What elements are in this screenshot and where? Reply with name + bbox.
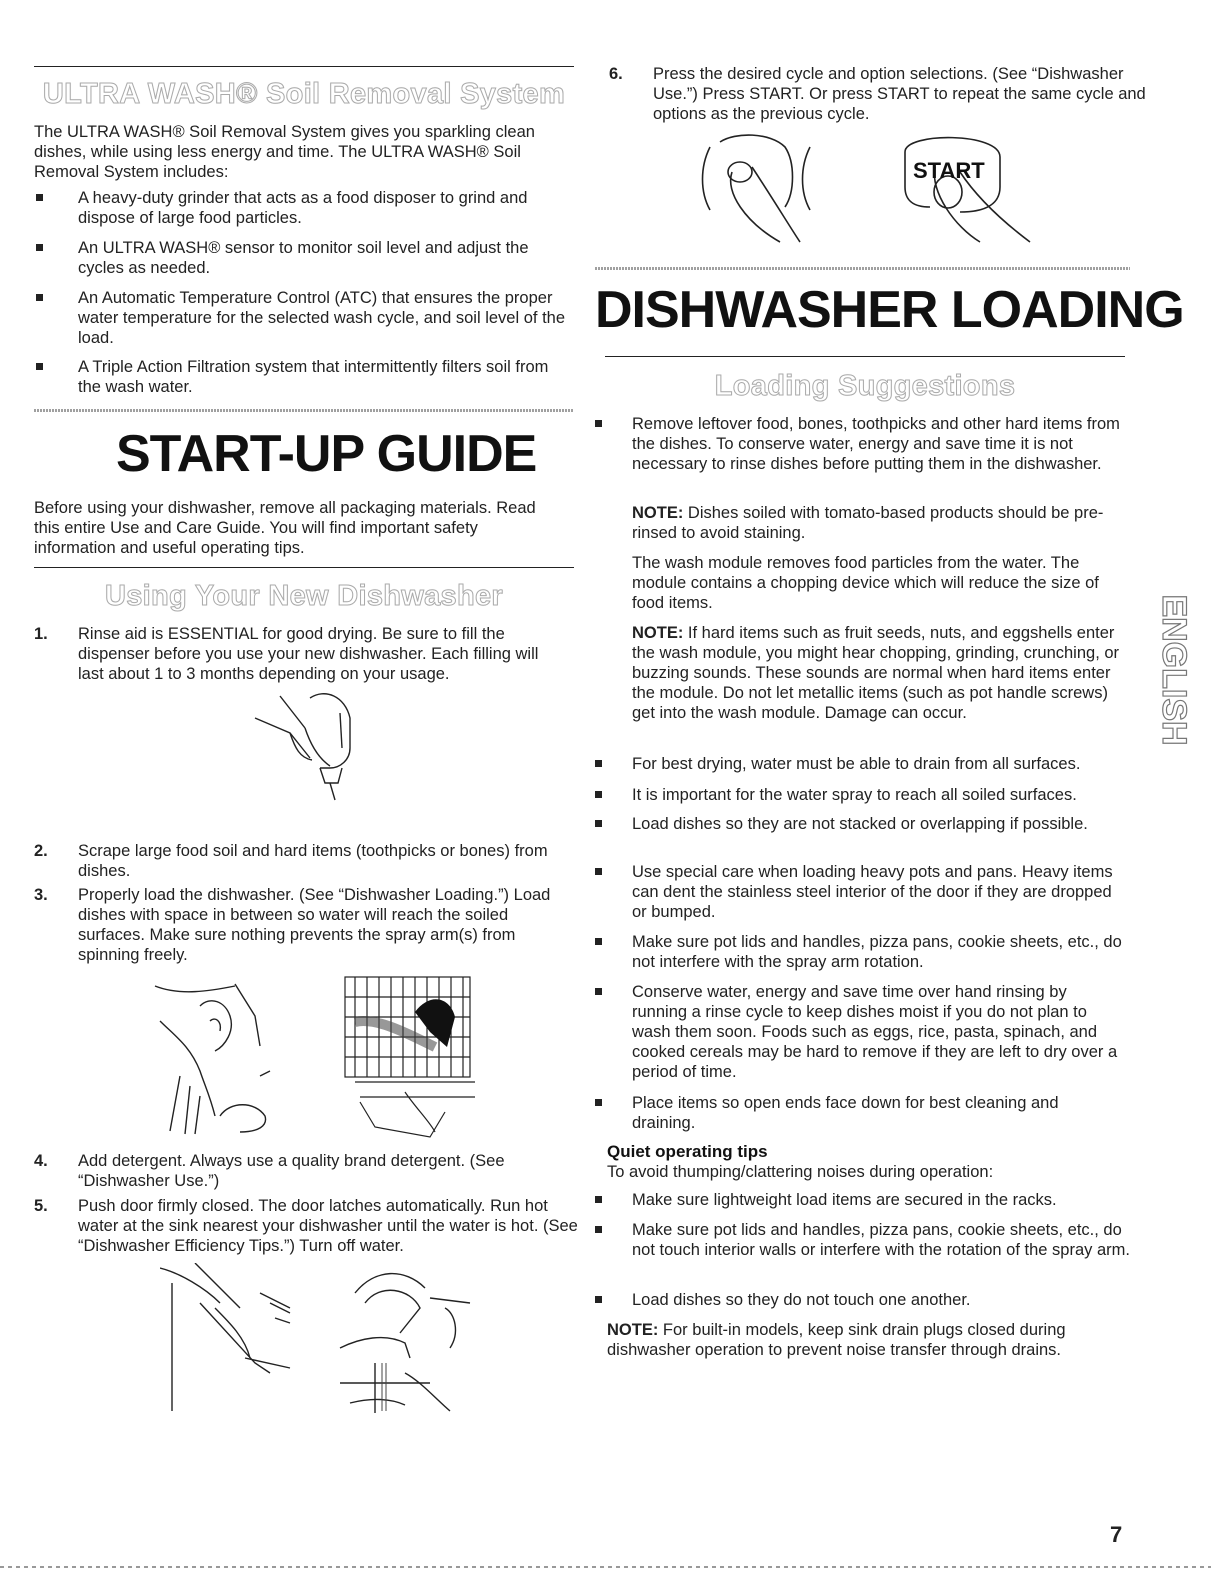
start-button-label: START [913, 158, 985, 183]
step-number: 4. [34, 1152, 48, 1170]
dotted-divider [595, 267, 1130, 270]
side-tab-label: ENGLISH [1155, 594, 1190, 746]
dotted-divider [34, 409, 574, 412]
quiet-bullet-lightweight: Make sure lightweight load items are secured in the racks. [595, 1190, 1142, 1210]
note-label: NOTE: [632, 504, 684, 522]
step-number: 1. [34, 625, 48, 643]
loading-suggestions-heading: Loading Suggestions [714, 370, 1016, 402]
startup-guide-heading: START-UP GUIDE [116, 425, 537, 483]
suggestion-bullet-rinse-cycle: Conserve water, energy and save time over hand rinsing by running a rinse cycle to keep dishes moist if you do not plan to wash them soon. Foods such as eggs, rice, pasta, spinach, and cooked cereals may be hard to remove if they are left to dry over a period of time. [595, 982, 1122, 1082]
ultra-wash-intro: The ULTRA WASH® Soil Removal System gives you sparkling clean dishes, while using less energy and time. The ULTRA WASH® Soil Removal System includes: [34, 123, 535, 181]
suggestion-bullet-drying: For best drying, water must be able to drain from all surfaces. [595, 754, 1142, 774]
quiet-bullet-dishes: Load dishes so they do not touch one another. [595, 1290, 1142, 1310]
suggestion-bullet-remove-food: Remove leftover food, bones, toothpicks and other hard items from the dishes. To conserve water, energy and save time it is not necessary to rinse dishes before putting them in the dishwasher. [595, 414, 1122, 474]
ultra-bullet-4: A Triple Action Filtration system that intermittently filters soil from the wash water. [34, 357, 572, 397]
sink-faucet-illustration [330, 1263, 480, 1418]
ultra-wash-heading: ULTRA WASH® Soil Removal System [42, 78, 566, 110]
note-label: NOTE: [632, 624, 684, 642]
step-number: 5. [34, 1197, 48, 1215]
rinse-aid-illustration [250, 688, 380, 814]
note-label: NOTE: [607, 1321, 659, 1339]
step-text: Add detergent. Always use a quality brand detergent. (See “Dishwasher Use.”) [78, 1152, 505, 1190]
quiet-bullet-lids: Make sure pot lids and handles, pizza pans, cookie sheets, etc., do not touch interior walls or interfere with the rotation of the spray arm. [595, 1220, 1142, 1260]
startup-intro: Before using your dishwasher, remove all packaging materials. Read this entire Use and Care Guide. You will find important safety information and useful operating tips. [34, 499, 536, 557]
quiet-tips-heading: Quiet operating tips [607, 1142, 768, 1161]
door-closing-illustration [160, 1263, 310, 1413]
step-number: 3. [34, 886, 48, 904]
note-text: For built-in models, keep sink drain plugs closed during dishwasher operation to prevent noise transfer through drains. [607, 1321, 1066, 1359]
step-3 [34, 885, 578, 965]
section-rule [34, 567, 574, 568]
note-built-in [607, 1320, 1122, 1360]
using-dishwasher-heading: Using Your New Dishwasher [104, 580, 504, 612]
note-text: If hard items such as fruit seeds, nuts, and eggshells enter the wash module, you might hear chopping, grinding, crunching, or buzzing sounds. These sounds are normal when hard items enter the module. Do not let metallic items (such as pot handle screws) get into the wash module. Damage can occur. [632, 624, 1120, 722]
step-text: Scrape large food soil and hard items (toothpicks or bones) from dishes. [78, 842, 548, 880]
suggestion-bullet-heavy-pots: Use special care when loading heavy pots and pans. Heavy items can dent the stainless steel interior of the door if they are dropped or bumped. [595, 862, 1122, 922]
quiet-tips-intro: To avoid thumping/clattering noises during operation: [607, 1163, 994, 1181]
suggestion-bullet-spray: It is important for the water spray to reach all soiled surfaces. [595, 785, 1142, 805]
page-number: 7 [1110, 1522, 1123, 1547]
note-tomato [595, 503, 1132, 543]
step-5 [34, 1196, 578, 1256]
scraping-dishes-illustration [140, 976, 290, 1136]
section-rule [605, 356, 1125, 357]
english-side-tab [1150, 570, 1190, 770]
step-4 [34, 1151, 578, 1191]
ultra-bullet-1: A heavy-duty grinder that acts as a food disposer to grind and dispose of large food particles. [34, 188, 572, 228]
suggestion-bullet-open-ends: Place items so open ends face down for best cleaning and draining. [595, 1093, 1122, 1133]
dishwasher-loading-heading: DISHWASHER LOADING [595, 281, 1184, 339]
step-1 [34, 624, 568, 684]
step-number: 2. [34, 842, 48, 860]
section-rule [34, 66, 574, 67]
step-text: Press the desired cycle and option selections. (See “Dishwasher Use.”) Press START. Or press START to repeat the same cycle and options as the previous cycle. [653, 65, 1146, 123]
control-panel-illustration [680, 132, 1130, 252]
step-2 [34, 841, 568, 881]
loading-rack-illustration [335, 972, 480, 1142]
suggestion-bullet-spray-arm: Make sure pot lids and handles, pizza pans, cookie sheets, etc., do not interfere with the spray arm rotation. [595, 932, 1122, 972]
step-number: 6. [609, 65, 623, 83]
step-6 [609, 64, 1153, 124]
suggestion-bullet-stacking: Load dishes so they are not stacked or overlapping if possible. [595, 814, 1102, 834]
ultra-bullet-2: An ULTRA WASH® sensor to monitor soil level and adjust the cycles as needed. [34, 238, 572, 278]
bottom-border [0, 1566, 1211, 1568]
step-text: Properly load the dishwasher. (See “Dishwasher Loading.”) Load dishes with space in between so water will reach the soiled surfaces. Make sure nothing prevents the spray arm(s) from spinning freely. [78, 886, 551, 964]
step-text: Rinse aid is ESSENTIAL for good drying. Be sure to fill the dispenser before you use your new dishwasher. Each filling will last about 1 to 3 months depending on your usage. [78, 625, 539, 683]
ultra-bullet-3: An Automatic Temperature Control (ATC) that ensures the proper water temperature for the selected wash cycle, and soil level of the load. [34, 288, 572, 348]
note-text: Dishes soiled with tomato-based products should be pre-rinsed to avoid staining. [632, 504, 1104, 542]
note-hard-items [595, 623, 1132, 723]
side-tab-graphic [1150, 570, 1190, 770]
step-text: Push door firmly closed. The door latches automatically. Run hot water at the sink nearest your dishwasher until the water is hot. (See “Dishwasher Efficiency Tips.”) Turn off water. [78, 1197, 578, 1255]
wash-module-text: The wash module removes food particles from the water. The module contains a chopping device which will reduce the size of food items. [632, 554, 1099, 612]
